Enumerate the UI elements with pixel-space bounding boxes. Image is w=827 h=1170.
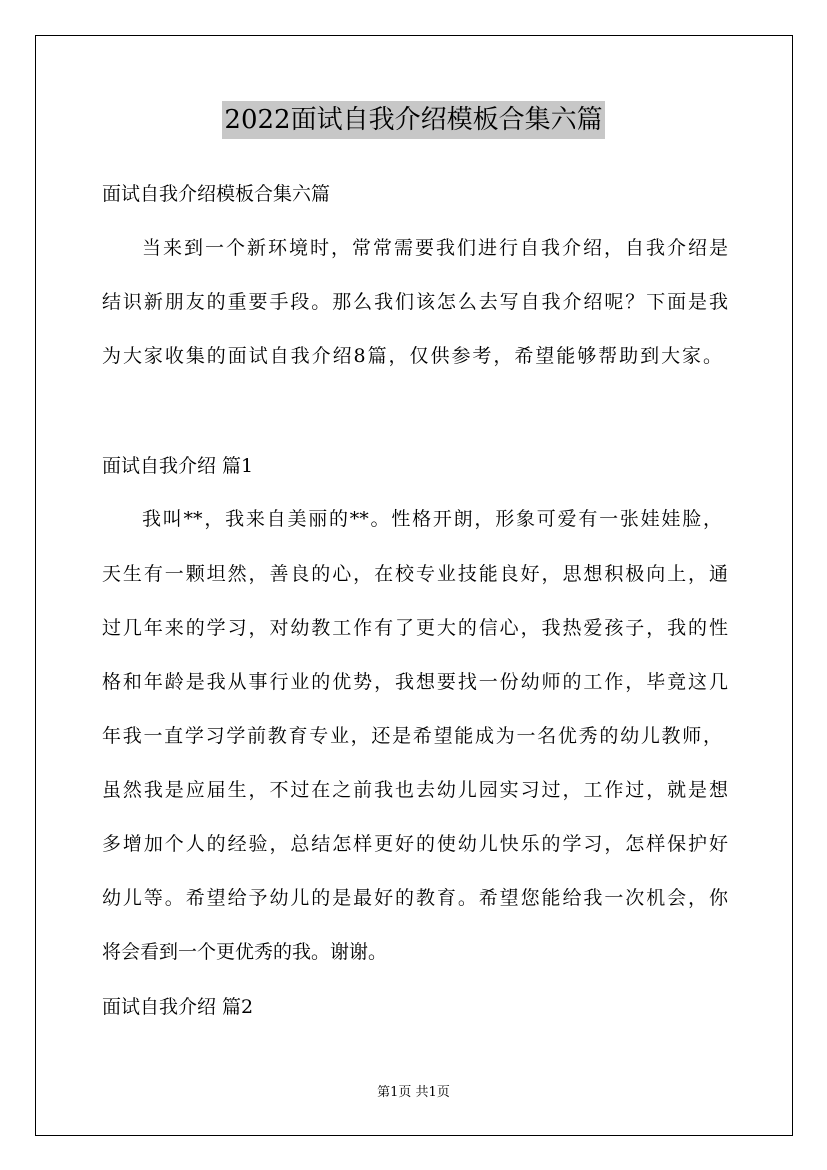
section1-line: 我叫**，我来自美丽的**。性格开朗，形象可爱有一张娃娃脸， (142, 508, 722, 530)
page-footer: 第1页 共1页 (377, 1085, 450, 1100)
section1-line: 虽然我是应届生，不过在之前我也去幼儿园实习过，工作过，就是想 (102, 779, 728, 801)
intro-line: 为大家收集的面试自我介绍8篇，仅供参考，希望能够帮助到大家。 (102, 345, 722, 367)
document-title: 2022面试自我介绍模板合集六篇 (222, 101, 604, 139)
section1-line: 年我一直学习学前教育专业，还是希望能成为一名优秀的幼儿教师， (102, 725, 722, 747)
section1-line: 过几年来的学习，对幼教工作有了更大的信心，我热爱孩子，我的性 (102, 617, 728, 639)
section-heading-1: 面试自我介绍 篇1 (102, 455, 254, 477)
section1-line: 天生有一颗坦然，善良的心，在校专业技能良好，思想积极向上，通 (102, 563, 728, 585)
section-heading-2: 面试自我介绍 篇2 (102, 996, 254, 1018)
section1-line: 幼儿等。希望给予幼儿的是最好的教育。希望您能给我一次机会，你 (102, 887, 728, 909)
section1-line: 将会看到一个更优秀的我。谢谢。 (102, 941, 388, 963)
document-subtitle: 面试自我介绍模板合集六篇 (102, 183, 331, 205)
section1-line: 多增加个人的经验，总结怎样更好的使幼儿快乐的学习，怎样保护好 (102, 833, 728, 855)
title-container (0, 101, 827, 139)
section1-line: 格和年龄是我从事行业的优势，我想要找一份幼师的工作，毕竟这几 (102, 671, 728, 693)
intro-line: 结识新朋友的重要手段。那么我们该怎么去写自我介绍呢？下面是我 (102, 291, 728, 313)
intro-line: 当来到一个新环境时，常常需要我们进行自我介绍，自我介绍是 (142, 237, 728, 259)
